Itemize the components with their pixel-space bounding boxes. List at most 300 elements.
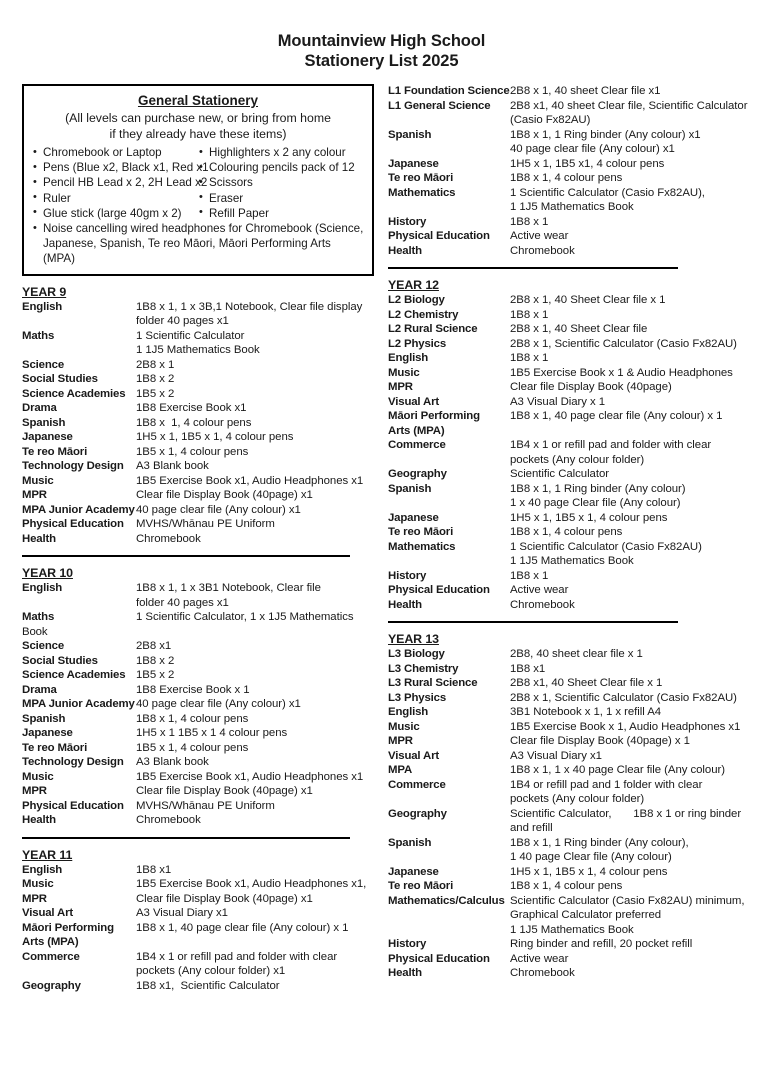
subject-row — [22, 921, 374, 936]
subject-items-line: Clear file Display Book (40page) — [510, 381, 672, 393]
page-header — [0, 0, 763, 71]
subject-items — [136, 654, 374, 669]
subject-row — [388, 322, 740, 337]
subject-row — [388, 366, 740, 381]
subject-row — [22, 610, 374, 625]
subject-items — [510, 482, 740, 511]
subject-items — [510, 647, 740, 662]
subject-label: Music — [388, 366, 420, 379]
subject-row — [388, 749, 740, 764]
subject-row — [22, 697, 374, 712]
subject-row — [388, 676, 740, 691]
subject-row — [22, 474, 374, 489]
subject-items-line: Chromebook — [510, 598, 575, 611]
subject-label: English — [388, 706, 429, 718]
subject-items-line: 1B8 Exercise Book x1 — [136, 402, 247, 415]
year-9-table — [22, 300, 374, 547]
subject-label: History — [388, 215, 427, 228]
headphones-item-line1: Noise cancelling wired headphones for Chromebook (Science, — [43, 222, 364, 236]
subject-row — [388, 395, 740, 410]
subject-items — [510, 836, 740, 865]
subject-row — [388, 734, 740, 749]
subject-items — [136, 697, 374, 712]
subject-label: Spanish — [22, 712, 66, 725]
subject-items-line: 2B8 x 1, 40 Sheet Clear file — [510, 323, 648, 335]
subject-row — [388, 467, 740, 482]
subject-items — [136, 683, 374, 698]
subject-row — [388, 511, 740, 526]
year-13-heading: YEAR 13 — [388, 632, 439, 646]
subject-items-line: 1 1J5 Mathematics Book — [510, 201, 634, 213]
subject-row — [388, 337, 740, 352]
subject-items — [510, 583, 740, 598]
subject-items-line: 2B8 x 1, 40 sheet Clear file x1 — [510, 85, 661, 97]
subject-items — [136, 430, 374, 445]
subject-items-line: 1B8 x 1 — [510, 215, 549, 228]
subject-label: Japanese — [388, 157, 439, 170]
subject-items — [510, 598, 740, 613]
subject-items-line: 1B5 x 2 — [136, 387, 175, 400]
subject-label-continuation: Arts (MPA) — [22, 936, 79, 949]
subject-items — [510, 807, 741, 836]
subject-items-line: 1B8 x 1 — [510, 352, 549, 364]
subject-items-line: MVHS/Whānau PE Uniform — [136, 799, 275, 812]
subject-row — [22, 892, 374, 907]
subject-items-line: 1B8 x 1, 1 Ring binder (Any colour), — [510, 836, 689, 849]
subject-items-line: 1 x 40 page Clear file (Any colour) — [510, 497, 681, 509]
subject-items — [136, 372, 374, 387]
subject-items-line: 1B8 x 2 — [136, 373, 175, 386]
subject-items — [510, 705, 740, 720]
subject-items — [510, 540, 740, 569]
subject-items-line: Scientific Calculator — [510, 468, 609, 480]
subject-label: Physical Education — [388, 584, 490, 596]
subject-row — [388, 705, 740, 720]
subject-items — [136, 950, 374, 979]
subject-items-line: 1B5 Exercise Book x1, Audio Headphones x1 — [136, 474, 364, 487]
subject-label-continuation: Arts (MPA) — [388, 424, 445, 437]
subject-row — [388, 84, 740, 99]
subject-label: Te reo Māori — [388, 526, 454, 538]
list-item: • Chromebook or Laptop — [32, 145, 198, 160]
subject-items-line: 1B4 x 1 or refill pad and folder with clear — [136, 950, 338, 963]
subject-row — [388, 99, 748, 128]
subject-label: English — [22, 582, 63, 595]
subject-label: Social Studies — [22, 654, 98, 667]
subject-row — [388, 865, 740, 880]
subject-items-line: 1 Scientific Calculator, 1 x 1J5 Mathematics — [136, 611, 354, 624]
subject-items — [510, 749, 740, 764]
subject-items-line: Ring binder and refill, 20 pocket refill — [510, 938, 693, 950]
subject-row — [388, 409, 740, 424]
subject-items — [510, 438, 740, 467]
subject-items — [510, 409, 740, 424]
subject-items-line: 1B8 x1 — [510, 662, 546, 675]
subject-label: Visual Art — [22, 907, 74, 920]
subject-items-line: folder 40 pages x1 — [136, 315, 229, 328]
subject-row — [22, 358, 374, 373]
subject-label: Mathematics/Calculus — [388, 894, 505, 907]
subject-items-line: and refill — [510, 822, 553, 834]
subject-items — [510, 351, 740, 366]
subject-row — [22, 581, 374, 610]
subject-row — [22, 712, 374, 727]
subject-items-line: 1B8 x 1, 1 Ring binder (Any colour) — [510, 482, 686, 495]
subject-label: Music — [388, 720, 420, 733]
subject-label: Japanese — [22, 431, 73, 444]
subject-items-line: 1 Scientific Calculator — [136, 329, 245, 342]
general-stationery-box — [22, 84, 374, 276]
subject-label: L3 Rural Science — [388, 677, 478, 689]
subject-row — [22, 668, 374, 683]
subject-label: Commerce — [388, 439, 446, 451]
subject-row — [388, 937, 740, 952]
subject-items — [510, 734, 740, 749]
school-name: Mountainview High School — [277, 32, 486, 50]
subject-label: Health — [388, 598, 422, 611]
subject-row — [388, 482, 740, 511]
subject-items-line: 1B8 x 1, 4 colour pens — [136, 416, 252, 429]
subject-items-line: 1B4 x 1 or refill pad and folder with clear — [510, 439, 712, 451]
subject-label: Te reo Māori — [22, 445, 88, 458]
subject-items-line: 1B8 x 1, 1 x 3B1 Notebook, Clear file — [136, 582, 321, 595]
subject-items-line: 1B8 x 1, 4 colour pens — [510, 526, 623, 538]
subject-items — [136, 416, 374, 431]
subject-items — [510, 511, 740, 526]
subject-items-line: 1B4 or refill pad and 1 folder with clear — [510, 778, 703, 791]
subject-label: Te reo Māori — [388, 880, 454, 892]
subject-items — [136, 474, 374, 489]
subject-items-line: MVHS/Whānau PE Uniform — [136, 518, 275, 531]
subject-items-line: 1B8 x 1, 4 colour pens — [136, 712, 249, 725]
subject-items — [136, 488, 374, 503]
subject-items — [510, 894, 745, 938]
subject-items — [136, 755, 374, 770]
subject-items-line: 3B1 Notebook x 1, 1 x refill A4 — [510, 706, 662, 718]
subject-items — [510, 293, 740, 308]
subject-label: Spanish — [22, 416, 66, 429]
subject-label: Music — [22, 770, 54, 783]
subject-items-line: Scientific Calculator (Casio Fx82AU) minimum, — [510, 894, 745, 907]
subject-label: History — [388, 938, 427, 950]
subject-row — [388, 308, 740, 323]
subject-label: Te reo Māori — [22, 741, 88, 754]
subject-items-line: 1H5 x 1 1B5 x 1 4 colour pens — [136, 727, 288, 740]
subject-row — [22, 329, 374, 358]
subject-label: Music — [22, 878, 54, 891]
subject-items-line: 1 1J5 Mathematics Book — [510, 923, 634, 936]
year-10-heading: YEAR 10 — [22, 566, 73, 581]
subject-items-line: 2B8 x 1, Scientific Calculator (Casio Fx82AU) — [510, 337, 737, 350]
subject-row — [388, 569, 740, 584]
subject-items-line: 1B5 Exercise Book x 1, Audio Headphones x1 — [510, 720, 741, 733]
list-item: • Colouring pencils pack of 12 — [198, 160, 364, 175]
subject-label: MPA Junior Academy — [22, 698, 135, 711]
subject-items — [136, 892, 374, 907]
subject-row — [22, 300, 374, 329]
subject-items-line: 1 Scientific Calculator (Casio Fx82AU), — [510, 186, 705, 199]
subject-items — [136, 863, 374, 878]
year-10-table — [22, 581, 374, 828]
subject-items — [510, 763, 740, 778]
level-1-table — [388, 84, 748, 258]
subject-items — [136, 877, 374, 892]
subject-items-line: 1B5 x 2 — [136, 669, 175, 682]
subject-row — [22, 877, 374, 892]
subject-items-line: 1H5 x 1, 1B5 x 1, 4 colour pens — [136, 431, 294, 444]
subject-label: Geography — [22, 979, 81, 992]
subject-row — [22, 387, 374, 402]
subject-items-line: Clear file Display Book (40page) x1 — [136, 489, 313, 502]
subject-items — [510, 308, 740, 323]
list-item: • Highlighters x 2 any colour — [198, 145, 364, 160]
left-column — [22, 84, 374, 993]
subject-label: Māori Performing — [22, 921, 114, 934]
subject-row — [22, 906, 374, 921]
section-divider — [388, 267, 678, 269]
subject-label: Technology Design — [22, 756, 124, 769]
subject-row — [22, 799, 374, 814]
subject-items — [136, 770, 374, 785]
subject-row — [388, 351, 740, 366]
subject-items — [136, 503, 374, 518]
subject-label: Te reo Māori — [388, 172, 454, 184]
subject-items-line: pockets (Any colour folder) x1 — [136, 965, 286, 978]
subject-value-wrap-text: Book — [22, 625, 48, 638]
subject-row — [22, 639, 374, 654]
subject-label: Japanese — [22, 727, 73, 740]
subject-label: Māori Performing — [388, 410, 480, 422]
subject-row — [22, 654, 374, 669]
subject-row — [388, 691, 740, 706]
subject-label: Visual Art — [388, 395, 440, 408]
general-stationery-left-list — [32, 145, 209, 221]
subject-label: Mathematics — [388, 186, 456, 199]
subject-label: MPA — [388, 764, 413, 776]
year-11-table — [22, 863, 374, 994]
subject-items-line: 1B5 Exercise Book x 1 & Audio Headphones — [510, 366, 733, 379]
subject-label: Health — [388, 967, 422, 979]
subject-items — [510, 865, 740, 880]
subject-row — [22, 532, 374, 547]
subject-items — [510, 322, 740, 337]
subject-row — [22, 445, 374, 460]
subject-label: Physical Education — [22, 518, 124, 531]
list-item: • Pencil HB Lead x 2, 2H Lead x2 — [32, 175, 198, 190]
subject-label: Commerce — [22, 950, 80, 963]
subject-items — [136, 517, 374, 532]
subject-items-line: 1 1J5 Mathematics Book — [136, 344, 260, 357]
subject-row — [388, 244, 740, 259]
subject-label: Geography — [388, 468, 447, 480]
subject-row — [22, 863, 374, 878]
subject-items-line: 2B8 x1, 40 Sheet Clear file x 1 — [510, 677, 663, 689]
subject-row — [22, 372, 374, 387]
subject-items — [136, 387, 374, 402]
subject-items — [510, 662, 740, 677]
subject-row — [388, 763, 740, 778]
subject-items-line: Chromebook — [510, 967, 575, 979]
subject-value-wrap — [22, 625, 374, 640]
subject-items-line: A3 Blank book — [136, 756, 209, 769]
subject-label: L2 Rural Science — [388, 323, 478, 335]
subject-items — [136, 979, 374, 994]
subject-label: L3 Physics — [388, 691, 447, 704]
subject-row — [388, 215, 740, 230]
subject-items-line: A3 Blank book — [136, 460, 209, 473]
subject-items-line: Chromebook — [136, 532, 201, 545]
subject-items — [136, 921, 374, 936]
year-9-heading: YEAR 9 — [22, 284, 67, 299]
subject-items — [136, 300, 374, 329]
subject-items — [136, 610, 374, 625]
subject-items — [510, 720, 740, 735]
subject-items-line: Chromebook — [136, 814, 201, 827]
subject-label: Maths — [22, 329, 55, 342]
subject-label: English — [388, 352, 429, 364]
subject-items-line: Clear file Display Book (40page) x 1 — [510, 735, 690, 747]
subject-items — [510, 395, 740, 410]
subject-label: Physical Education — [22, 799, 124, 812]
subject-items-line: Clear file Display Book (40page) x1 — [136, 892, 313, 905]
subject-items-line: Graphical Calculator preferred — [510, 909, 662, 921]
subject-items — [510, 691, 740, 706]
subject-label: Geography — [388, 807, 447, 820]
subject-label: Health — [22, 532, 56, 545]
subject-row — [22, 770, 374, 785]
subject-row — [388, 128, 740, 157]
subject-row — [388, 662, 740, 677]
subject-items-line: 40 page clear file (Any colour) x1 — [136, 698, 301, 711]
subject-items — [136, 726, 374, 741]
subject-row — [388, 525, 740, 540]
subject-items-line: 1 1J5 Mathematics Book — [510, 555, 634, 567]
general-stationery-right-list — [198, 145, 364, 221]
subject-items-line: 2B8 x1 — [136, 640, 172, 653]
subject-items-line: Active wear — [510, 584, 569, 596]
subject-row — [22, 755, 374, 770]
subject-items — [510, 157, 740, 172]
subject-items-line: 1B8 x 1, 4 colour pens — [510, 880, 623, 892]
subject-label: Health — [388, 244, 422, 257]
subject-label: Drama — [22, 402, 57, 415]
subject-items-line: Scientific Calculator, 1B8 x 1 or ring binder — [510, 807, 742, 820]
subject-items — [510, 337, 740, 352]
subject-row — [22, 488, 374, 503]
subject-items-line: pockets (Any colour folder) — [510, 793, 645, 805]
subject-items-line: 1B8 x 1, 1 x 3B,1 Notebook, Clear file display — [136, 300, 363, 313]
subject-row — [22, 726, 374, 741]
subject-items — [136, 813, 374, 828]
subject-items — [510, 84, 740, 99]
subject-items-line: 40 page clear file (Any colour) x1 — [136, 503, 301, 516]
subject-items — [510, 244, 740, 259]
subject-items — [136, 532, 374, 547]
subject-items — [510, 229, 740, 244]
year-12-table — [388, 293, 740, 612]
subject-label: Spanish — [388, 482, 432, 495]
subject-items-line: Clear file Display Book (40page) x1 — [136, 785, 313, 798]
subject-items — [510, 778, 740, 807]
subject-items-line: 2B8 x1, 40 sheet Clear file, Scientific Calculator — [510, 99, 748, 112]
subject-items — [510, 879, 740, 894]
subject-row — [22, 950, 374, 979]
subject-items-line: 2B8 x 1, Scientific Calculator (Casio Fx82AU) — [510, 691, 737, 704]
subject-label: Music — [22, 474, 54, 487]
subject-label: Spanish — [388, 836, 432, 849]
subject-label: L3 Chemistry — [388, 662, 459, 675]
year-13-table — [388, 647, 745, 981]
list-item: • Glue stick (large 40gm x 2) — [32, 206, 198, 221]
subject-items — [136, 906, 374, 921]
subject-items-line: 1 40 page Clear file (Any colour) — [510, 851, 672, 863]
subject-label: MPR — [22, 892, 47, 905]
subject-items — [510, 966, 740, 981]
subject-items-line: 2B8 x 1, 40 Sheet Clear file x 1 — [510, 294, 666, 306]
page-title: Stationery List 2025 — [304, 52, 459, 70]
subject-label: History — [388, 569, 427, 582]
year-11-heading: YEAR 11 — [22, 847, 73, 862]
subject-label: Science — [22, 640, 65, 653]
subject-items-line: 1B8 x 1, 4 colour pens — [510, 172, 623, 184]
list-item: • Pens (Blue x2, Black x1, Red x1 — [32, 160, 198, 175]
subject-label: Science — [22, 358, 65, 371]
subject-label: MPR — [22, 489, 47, 502]
subject-label: L1 General Science — [388, 99, 491, 112]
subject-items — [136, 445, 374, 460]
subject-items — [136, 712, 374, 727]
subject-items — [136, 668, 374, 683]
subject-items-line: Active wear — [510, 230, 569, 242]
subject-row — [388, 952, 740, 967]
subject-label: Japanese — [388, 511, 439, 524]
subject-items — [510, 366, 740, 381]
subject-items-line: 1B8 x 1, 1 x 40 page Clear file (Any colour) — [510, 764, 725, 776]
subject-row — [388, 171, 740, 186]
subject-row — [22, 503, 374, 518]
year-12-heading: YEAR 12 — [388, 278, 439, 292]
subject-items-line: Chromebook — [510, 244, 575, 257]
subject-items — [136, 358, 374, 373]
subject-label: L3 Biology — [388, 648, 445, 660]
subject-items — [136, 581, 374, 610]
subject-row — [22, 459, 374, 474]
subject-label: Drama — [22, 683, 57, 696]
subject-row — [388, 186, 740, 215]
subject-items-line: 1B8 x 1 — [510, 569, 549, 582]
subject-row — [388, 966, 740, 981]
subject-label: Mathematics — [388, 540, 456, 553]
subject-items-line: A3 Visual Diary x1 — [136, 907, 228, 920]
subject-items — [136, 639, 374, 654]
subject-items — [510, 952, 740, 967]
subject-label: MPR — [388, 735, 413, 747]
subject-items-line: 1B5 Exercise Book x1, Audio Headphones x1 — [136, 770, 364, 783]
subject-items — [510, 569, 740, 584]
subject-row — [22, 979, 374, 994]
subject-row-continuation — [388, 424, 740, 439]
subject-label: MPA Junior Academy — [22, 503, 135, 516]
subject-items — [510, 215, 740, 230]
subject-row — [388, 836, 740, 865]
subject-row — [388, 720, 740, 735]
right-column — [388, 84, 748, 981]
subject-items-line: 1B8 x1, Scientific Calculator — [136, 979, 280, 992]
list-item: • Eraser — [198, 191, 364, 206]
list-item: • Scissors — [198, 175, 364, 190]
subject-items-line: Active wear — [510, 952, 569, 965]
subject-label: L2 Physics — [388, 337, 447, 350]
